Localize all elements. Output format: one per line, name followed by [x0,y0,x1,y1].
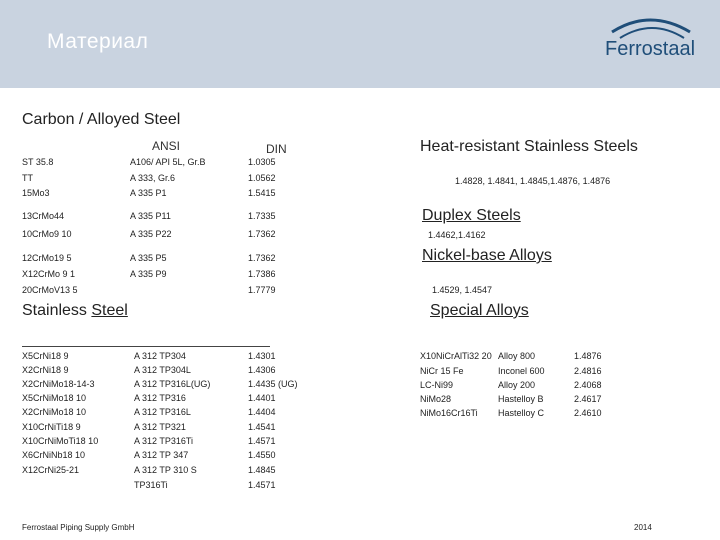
stainless-divider [22,346,270,347]
carbon-table-cell: 1.7362 [248,229,276,239]
carbon-table-cell: 1.7335 [248,211,276,221]
footer-company: Ferrostaal Piping Supply GmbH [22,523,135,532]
stainless-table-cell: 1.4541 [248,422,276,432]
heat-resistant-heading: Heat-resistant Stainless Steels [420,138,638,155]
carbon-table-cell: 1.7779 [248,285,276,295]
carbon-table-cell: 20CrMoV13 5 [22,285,78,295]
carbon-table-cell: A 335 P11 [130,211,171,221]
stainless-table-cell: X2CrNiMo18-14-3 [22,379,95,389]
carbon-table-cell: TT [22,173,33,183]
heat-resistant-values: 1.4828, 1.4841, 1.4845,1.4876, 1.4876 [455,176,611,186]
stainless-table-cell: X5CrNiMo18 10 [22,393,87,403]
page-title: Материал [47,30,149,53]
special-table-cell: NiMo16Cr16Ti [420,408,478,418]
carbon-steel-heading: Carbon / Alloyed Steel [22,111,181,128]
stainless-heading-word1: Stainless [22,302,87,319]
special-table-cell: Hastelloy B [498,394,544,404]
stainless-table-cell: X10CrNiMoTi18 10 [22,436,99,446]
carbon-table-cell: X12CrMo 9 1 [22,269,76,279]
special-table-cell: 2.4610 [574,408,602,418]
carbon-table-cell: A 333, Gr.6 [130,173,176,183]
ansi-column-header: ANSI [152,139,181,153]
stainless-table-cell: 1.4306 [248,365,276,375]
stainless-steel-heading [22,302,128,320]
stainless-table-cell: 1.4401 [248,393,276,403]
stainless-table-cell: X5CrNi18 9 [22,351,69,361]
stainless-table-cell: X2CrNi18 9 [22,365,69,375]
duplex-values: 1.4462,1.4162 [428,230,486,240]
stainless-table-cell: 1.4404 [248,407,276,417]
special-table-cell: LC-Ni99 [420,380,454,390]
footer-year: 2014 [634,523,652,532]
duplex-heading: Duplex Steels [422,207,521,224]
stainless-table-cell: X2CrNiMo18 10 [22,407,87,417]
header-bar [0,0,720,88]
stainless-table-cell: X10CrNiTi18 9 [22,422,81,432]
stainless-table-cell: 1.4571 [248,436,276,446]
special-table-cell: NiMo28 [420,394,452,404]
special-alloys-heading: Special Alloys [430,302,529,319]
carbon-table-cell: A 335 P5 [130,253,167,263]
din-column-header: DIN [266,142,287,156]
carbon-table-cell: 12CrMo19 5 [22,253,72,263]
special-table-cell: 2.4617 [574,394,602,404]
special-table-cell: Hastelloy C [498,408,545,418]
special-table-cell: X10NiCrAlTi32 20 [420,351,492,361]
stainless-table-cell: A 312 TP321 [134,422,186,432]
carbon-table-cell: 13CrMo44 [22,211,65,221]
stainless-table-cell: A 312 TP316 [134,393,186,403]
carbon-table-cell: A 335 P9 [130,269,167,279]
carbon-table-cell: 1.5415 [248,188,276,198]
special-table-cell: Alloy 200 [498,380,536,390]
stainless-table-cell: A 312 TP 347 [134,450,189,460]
special-table-cell: Inconel 600 [498,366,545,376]
special-table-cell: Alloy 800 [498,351,536,361]
carbon-table-cell: 15Mo3 [22,188,50,198]
stainless-table-cell: TP316Ti [134,480,168,490]
nickel-values: 1.4529, 1.4547 [432,285,493,295]
stainless-table-cell: 1.4845 [248,465,276,475]
special-table-cell: 1.4876 [574,351,602,361]
stainless-table-cell: A 312 TP316L [134,407,191,417]
carbon-table-cell: 10CrMo9 10 [22,229,72,239]
stainless-table-cell: 1.4301 [248,351,276,361]
special-table-cell: NiCr 15 Fe [420,366,464,376]
carbon-table-cell: 1.0305 [248,157,276,167]
carbon-table-cell: 1.7386 [248,269,276,279]
carbon-table-cell: 1.0562 [248,173,276,183]
special-table-cell: 2.4068 [574,380,602,390]
stainless-table-cell: A 312 TP316Ti [134,436,194,446]
stainless-heading-word2: Steel [91,302,128,319]
carbon-table-cell: A106/ API 5L, Gr.B [130,157,206,167]
stainless-table-cell: 1.4435 (UG) [248,379,298,389]
carbon-table-cell: ST 35.8 [22,157,54,167]
stainless-table-cell: A 312 TP304 [134,351,186,361]
carbon-table-cell: A 335 P22 [130,229,172,239]
ferrostaal-logo [590,14,710,74]
logo-text: Ferrostaal [604,38,696,60]
special-table-cell: 2.4816 [574,366,602,376]
carbon-table-cell: A 335 P1 [130,188,167,198]
carbon-table-cell: 1.7362 [248,253,276,263]
stainless-table-cell: A 312 TP304L [134,365,191,375]
stainless-table-cell: X12CrNi25-21 [22,465,80,475]
stainless-table-cell: 1.4571 [248,480,276,490]
stainless-table-cell: 1.4550 [248,450,276,460]
stainless-table-cell: A 312 TP316L(UG) [134,379,211,389]
nickel-heading: Nickel-base Alloys [422,247,552,264]
stainless-table-cell: A 312 TP 310 S [134,465,197,475]
stainless-table-cell: X6CrNiNb18 10 [22,450,86,460]
